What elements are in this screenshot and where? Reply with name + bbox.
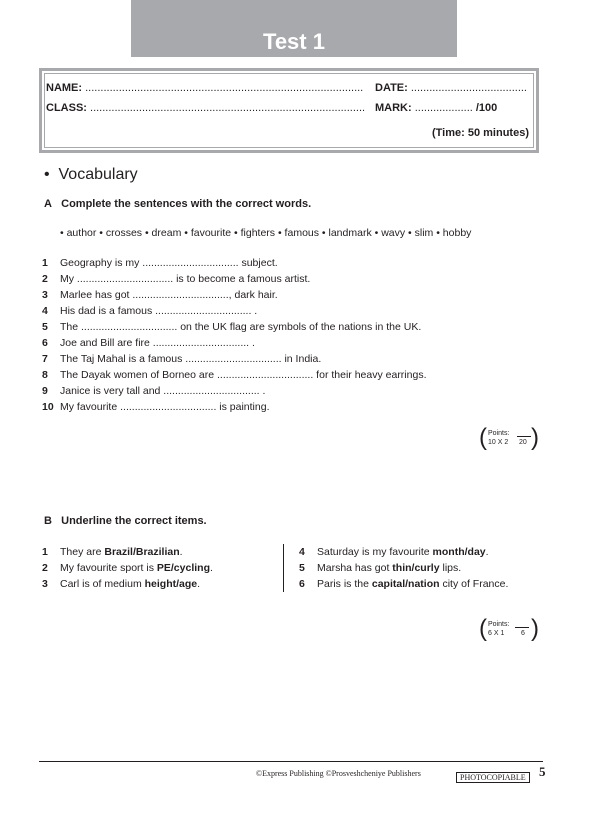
date-field xyxy=(375,82,527,94)
list-item: 6 Paris is the capital/nation city of France. xyxy=(299,578,509,590)
list-item: 2 My ................................. is to become a famous artist. xyxy=(42,273,311,285)
exercise-a-letter: A xyxy=(44,198,52,210)
date-dots: ...................................... xyxy=(410,82,527,94)
test-title xyxy=(131,0,457,57)
list-item: 9 Janice is very tall and ................................. . xyxy=(42,385,266,397)
class-dots: .......................................................................................... xyxy=(90,102,366,114)
exercise-b-letter: B xyxy=(44,515,52,527)
list-item: 8 The Dayak women of Borneo are ................................. for their heavy earrings. xyxy=(42,369,427,381)
list-item: 6 Joe and Bill are fire ................................. . xyxy=(42,337,255,349)
list-item: 1 Geography is my ................................. subject. xyxy=(42,257,278,269)
list-item: 5 The ................................. on the UK flag are symbols of the nations in the UK. xyxy=(42,321,422,333)
close-paren-icon: ) xyxy=(531,424,539,451)
exercise-a-list xyxy=(42,256,427,414)
photocopiable-stamp xyxy=(456,767,530,785)
list-item: 4 His dad is a famous ................................. . xyxy=(42,305,258,317)
word-bank: • author • crosses • dream • favourite • fighters • famous • landmark • wavy • slim • hobby xyxy=(60,227,472,239)
list-item: 7 The Taj Mahal is a famous ................................. in India. xyxy=(42,353,322,365)
photocopiable-label: PHOTOCOPIABLE xyxy=(456,772,530,783)
name-label: NAME: xyxy=(46,82,83,94)
test-title-text: Test 1 xyxy=(263,29,325,54)
name-dots: ........................................................................................... xyxy=(85,82,364,94)
list-item: 5 Marsha has got thin/curly lips. xyxy=(299,562,462,574)
points-label-b: Points: xyxy=(488,621,510,628)
list-item: 10 My favourite ................................. is painting. xyxy=(42,401,270,413)
mark-field xyxy=(375,102,497,114)
mark-dots: ................... xyxy=(414,102,473,114)
class-label: CLASS: xyxy=(46,102,87,114)
exercise-b-left-list xyxy=(42,545,213,591)
column-divider xyxy=(283,544,284,592)
open-paren-icon: ( xyxy=(479,424,487,451)
exercise-b-heading xyxy=(44,515,207,527)
list-item: 3 Marlee has got ................................., dark hair. xyxy=(42,289,278,301)
page-number: 5 xyxy=(539,764,546,779)
points-fraction-line-a xyxy=(517,436,531,437)
close-paren-icon: ) xyxy=(531,615,539,642)
time-limit: (Time: 50 minutes) xyxy=(432,127,529,139)
exercise-a-heading xyxy=(44,198,311,210)
points-box-b xyxy=(479,616,539,644)
list-item: 4 Saturday is my favourite month/day. xyxy=(299,546,489,558)
points-box-a xyxy=(479,425,539,453)
list-item: 3 Carl is of medium height/age. xyxy=(42,578,201,590)
list-item: 2 My favourite sport is PE/cycling. xyxy=(42,562,213,574)
class-field xyxy=(46,102,365,114)
open-paren-icon: ( xyxy=(479,615,487,642)
exercise-b-right-list xyxy=(299,545,508,591)
section-heading-text: Vocabulary xyxy=(58,166,138,183)
section-heading xyxy=(44,166,138,184)
list-item: 1 They are Brazil/Brazilian. xyxy=(42,546,183,558)
points-calc-a: 10 X 2 xyxy=(488,439,509,446)
points-total-a: 20 xyxy=(519,439,527,446)
mark-total: /100 xyxy=(475,102,498,114)
points-total-b: 6 xyxy=(521,630,525,637)
mark-label: MARK: xyxy=(375,102,412,114)
exercise-b-instruction: Underline the correct items. xyxy=(61,515,207,527)
points-calc-b: 6 X 1 xyxy=(488,630,505,637)
footer-rule xyxy=(39,761,543,762)
points-label-a: Points: xyxy=(488,430,510,437)
exercise-a-instruction: Complete the sentences with the correct words. xyxy=(61,198,312,210)
name-field xyxy=(46,82,363,94)
date-label: DATE: xyxy=(375,82,408,94)
footer-copyright: ©Express Publishing ©Prosveshcheniye Publishers xyxy=(256,769,421,778)
bullet-icon: • xyxy=(44,166,59,183)
points-fraction-line-b xyxy=(515,627,529,628)
